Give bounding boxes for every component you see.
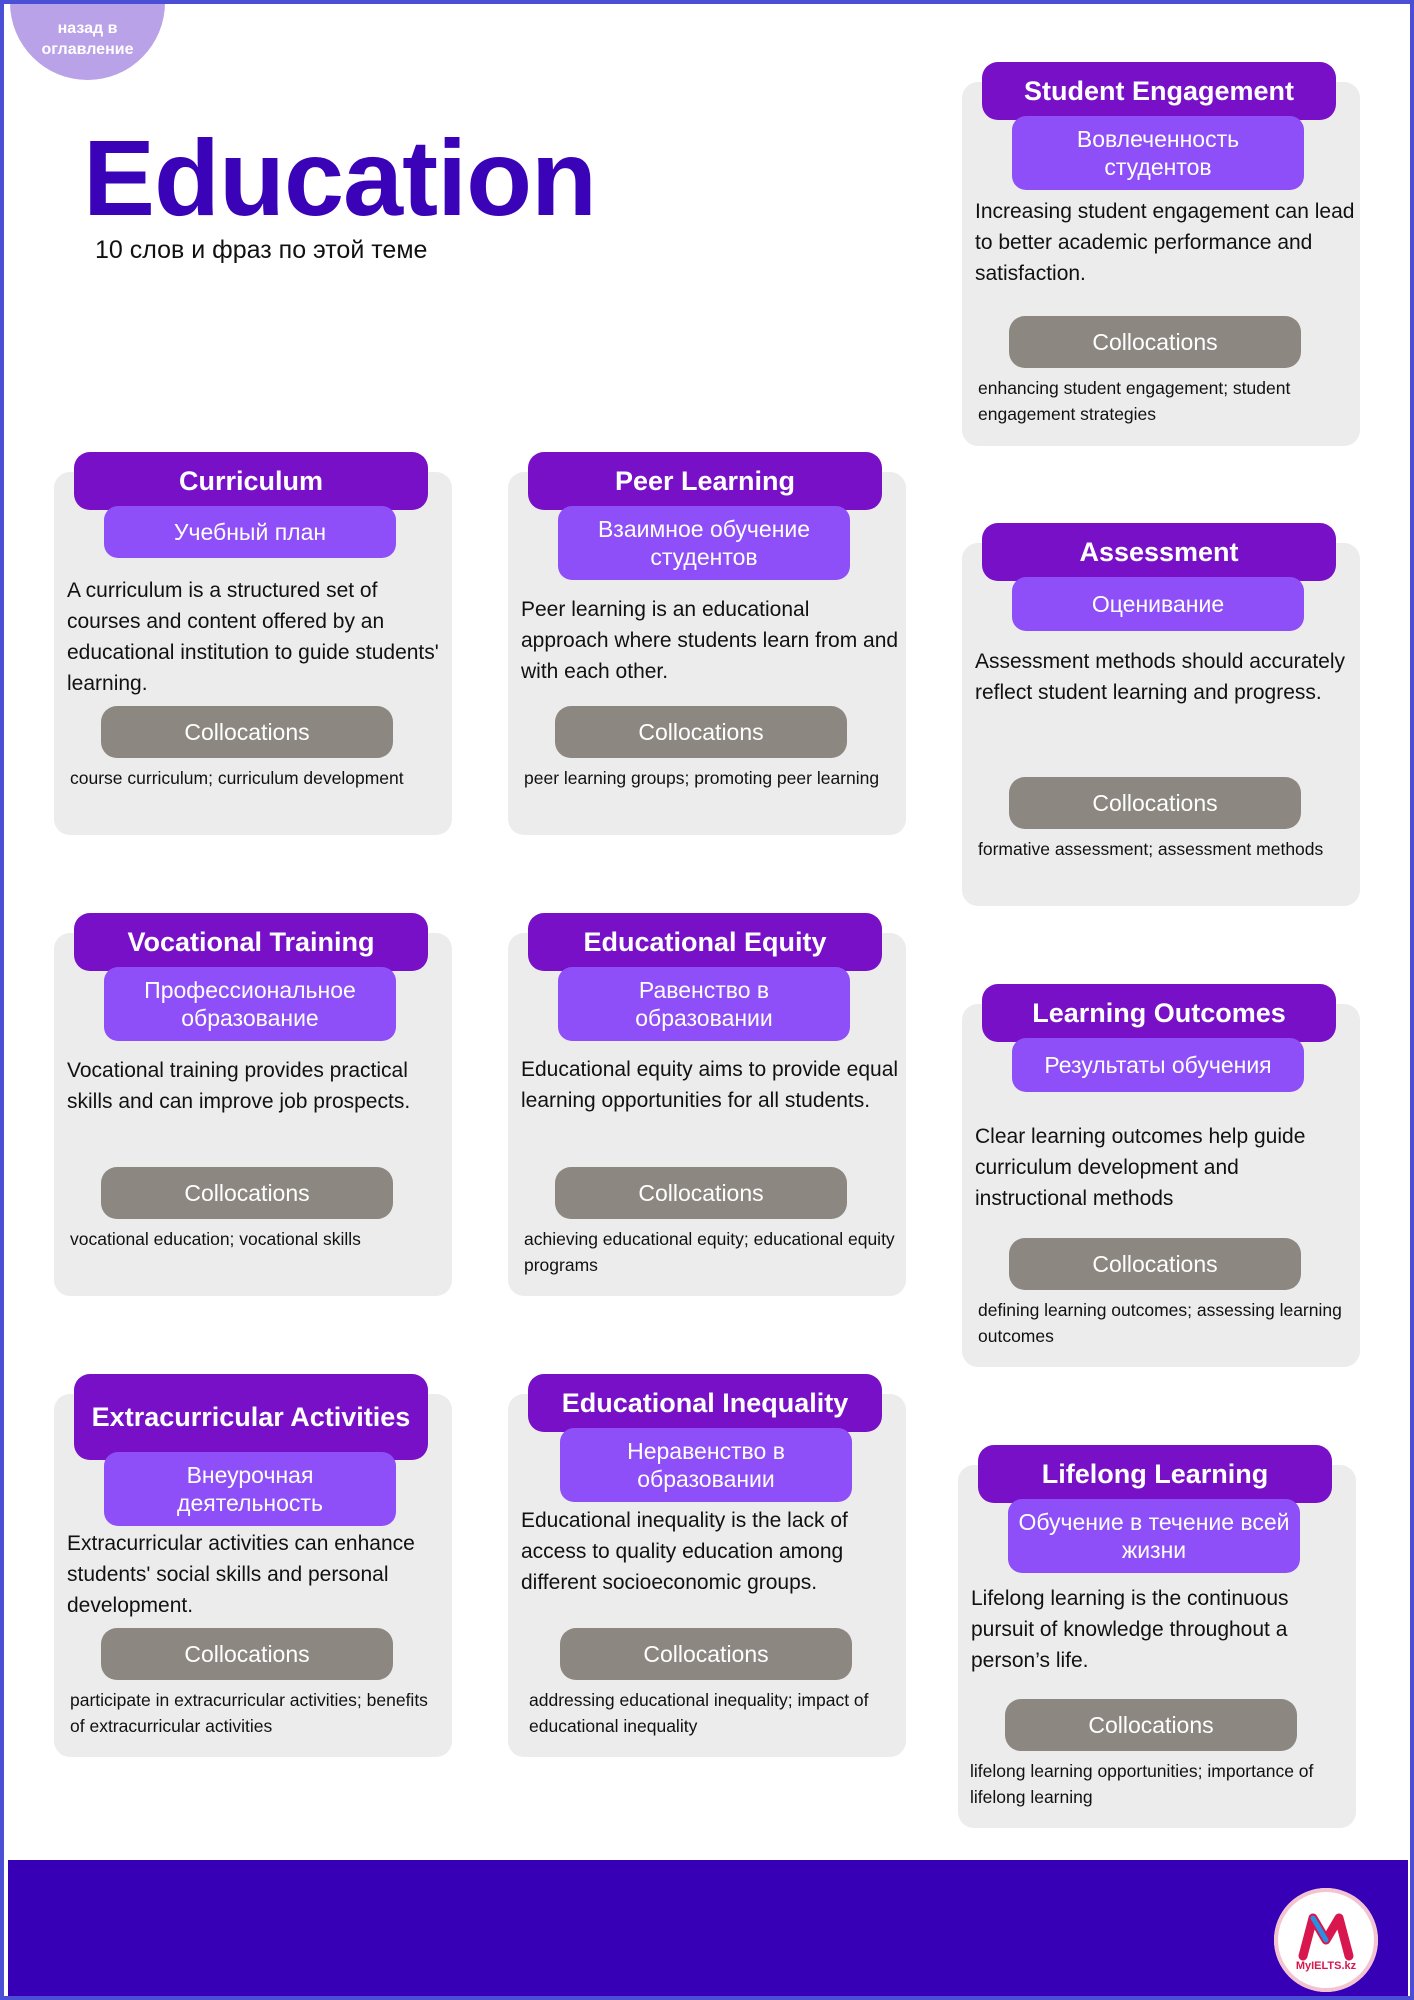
card-title: Learning Outcomes [982,984,1336,1042]
card-translation: Профессиональное образование [104,967,396,1041]
collocations-button[interactable]: Collocations [101,1167,393,1219]
vocab-card-peer-learning [508,465,906,835]
card-title: Assessment [982,523,1336,581]
collocations-button[interactable]: Collocations [1005,1699,1297,1751]
page-subtitle: 10 слов и фраз по этой теме [95,236,428,264]
card-title: Educational Equity [528,913,882,971]
vocab-card-extracurricular-activities [54,1394,452,1757]
vocab-card-curriculum [54,465,452,835]
card-title: Extracurricular Activities [74,1374,428,1460]
card-translation: Взаимное обучение студентов [558,506,850,580]
card-collocations: peer learning groups; promoting peer learning [524,768,880,788]
collocations-button[interactable]: Collocations [101,1628,393,1680]
vocab-card-assessment [962,536,1360,906]
vocab-card-educational-equity [508,926,906,1296]
collocations-button[interactable]: Collocations [1009,1238,1301,1290]
card-collocations: enhancing student engagement; student engagement strategies [978,378,1291,424]
card-collocations: course curriculum; curriculum development [70,768,404,788]
card-translation: Оценивание [1012,577,1304,631]
card-title: Student Engagement [982,62,1336,120]
footer-bar [8,1860,1408,1996]
card-collocations: vocational education; vocational skills [70,1229,361,1249]
card-title: Lifelong Learning [978,1445,1332,1503]
brand-logo[interactable] [1274,1888,1378,1992]
svg-text:M: M [1326,1932,1327,1933]
card-description: Peer learning is an educational approach where students learn from and with each other. [521,598,899,683]
collocations-button[interactable]: Collocations [1009,316,1301,368]
card-translation: Неравенство в образовании [560,1428,852,1502]
card-translation: Вовлеченность студентов [1012,116,1304,190]
vocab-card-educational-inequality [508,1387,906,1757]
card-title: Peer Learning [528,452,882,510]
card-translation: Внеурочная деятельность [104,1452,396,1526]
card-collocations: defining learning outcomes; assessing learning outcomes [978,1300,1342,1346]
card-collocations: participate in extracurricular activities; benefits of extracurricular activities [70,1690,428,1736]
m-logo-icon [1295,1908,1357,1964]
vocab-card-vocational-training [54,926,452,1296]
card-translation: Учебный план [104,506,396,558]
card-collocations: lifelong learning opportunities; importance of lifelong learning [970,1761,1314,1807]
card-description: Extracurricular activities can enhance students' social skills and personal development. [67,1532,415,1617]
collocations-button[interactable]: Collocations [1009,777,1301,829]
card-description: Vocational training provides practical skills and can improve job prospects. [67,1059,411,1113]
card-description: Educational inequality is the lack of access to quality education among different socioeconomic groups. [521,1509,848,1594]
collocations-button[interactable]: Collocations [555,1167,847,1219]
collocations-button[interactable]: Collocations [555,706,847,758]
card-collocations: formative assessment; assessment methods [978,839,1324,859]
vocab-card-lifelong-learning [958,1458,1356,1828]
card-description: Clear learning outcomes help guide curriculum development and instructional methods [975,1125,1306,1210]
collocations-button[interactable]: Collocations [560,1628,852,1680]
card-collocations: achieving educational equity; educational equity programs [524,1229,895,1275]
card-translation: Обучение в течение всей жизни [1008,1499,1300,1573]
card-description: Educational equity aims to provide equal learning opportunities for all students. [521,1058,899,1112]
card-translation: Результаты обучения [1012,1038,1304,1092]
card-title: Curriculum [74,452,428,510]
vocab-card-learning-outcomes [962,997,1360,1367]
card-collocations: addressing educational inequality; impact of educational inequality [529,1690,869,1736]
card-title: Educational Inequality [528,1374,882,1432]
vocab-card-student-engagement [962,75,1360,446]
page-title: Education [83,117,597,238]
card-description: A curriculum is a structured set of courses and content offered by an educational institution to guide students' learning. [67,579,439,695]
back-to-contents-button[interactable]: назад в оглавление [10,0,165,80]
card-description: Assessment methods should accurately reflect student learning and progress. [975,650,1346,704]
logo-text: MyIELTS.kz [1295,1960,1357,1972]
card-description: Lifelong learning is the continuous pursuit of knowledge throughout a person’s life. [971,1587,1289,1672]
collocations-button[interactable]: Collocations [101,706,393,758]
card-title: Vocational Training [74,913,428,971]
card-translation: Равенство в образовании [558,967,850,1041]
card-description: Increasing student engagement can lead to better academic performance and satisfaction. [975,200,1355,285]
